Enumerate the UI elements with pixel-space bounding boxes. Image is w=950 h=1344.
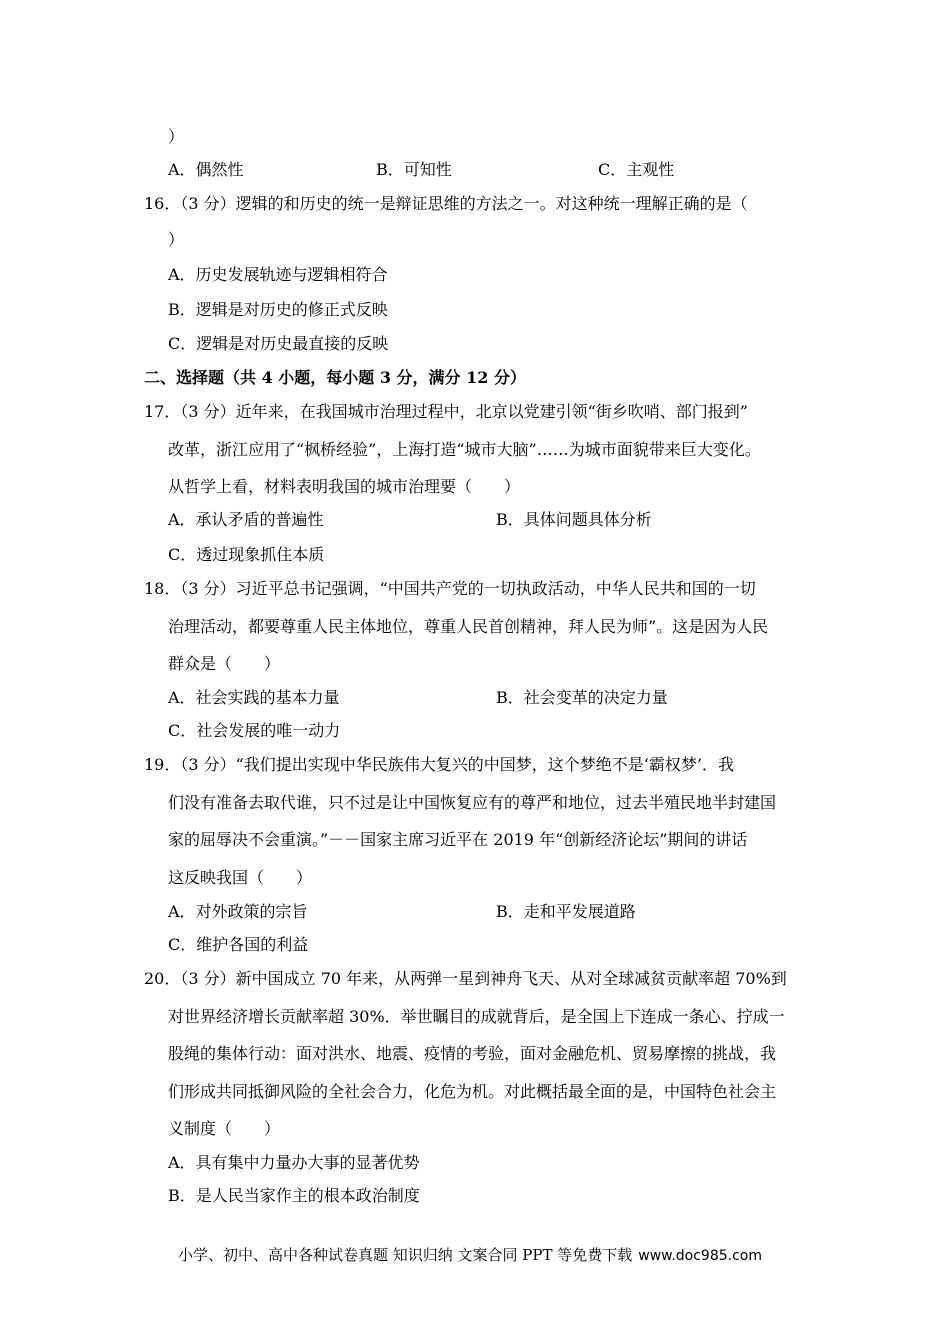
q19-option-b: B．走和平发展道路 [496,902,636,921]
q20-line-5: 义制度（ ） [168,1119,281,1138]
q15-tail: ） [168,127,185,146]
q19-line-1: 19．（3 分）“我们提出实现中华民族伟大复兴的中国梦，这个梦绝不是‘霸权梦’．我 [144,755,734,774]
q18-option-b: B．社会变革的决定力量 [496,688,668,707]
q18-line-3: 群众是（ ） [168,654,281,673]
q17-line-3: 从哲学上看，材料表明我国的城市治理要（ ） [168,477,521,496]
q16-option-c: C．逻辑是对历史最直接的反映 [168,334,389,353]
q18-option-a: A．社会实践的基本力量 [168,688,340,707]
q19-option-c: C．维护各国的利益 [168,935,309,954]
q20-line-3: 股绳的集体行动：面对洪水、地震、疫情的考验，面对金融危机、贸易摩擦的挑战，我 [168,1044,777,1063]
q19-line-3: 家的屈辱决不会重演。”－－国家主席习近平在 2019 年“创新经济论坛”期间的讲话 [168,830,748,849]
q20-option-a: A．具有集中力量办大事的显著优势 [168,1153,420,1172]
q19-line-4: 这反映我国（ ） [168,868,313,887]
q16-tail: ） [168,230,185,249]
q15-option-a: A．偶然性 [168,160,244,179]
q19-line-2: 们没有准备去取代谁，只不过是让中国恢复应有的尊严和地位，过去半殖民地半封建国 [168,793,777,812]
q20-option-b: B．是人民当家作主的根本政治制度 [168,1186,420,1205]
q15-option-b: B．可知性 [376,160,452,179]
q16-option-b: B．逻辑是对历史的修正式反映 [168,300,388,319]
q19-option-a: A．对外政策的宗旨 [168,902,308,921]
q16-stem: 16．（3 分）逻辑的和历史的统一是辩证思维的方法之一。对这种统一理解正确的是（ [144,194,748,213]
q17-option-b: B．具体问题具体分析 [496,510,652,529]
q15-option-c: C．主观性 [598,160,675,179]
q18-line-2: 治理活动，都要尊重人民主体地位，尊重人民首创精神，拜人民为师”。这是因为人民 [168,617,769,636]
page-footer [178,1244,762,1265]
q20-line-1: 20．（3 分）新中国成立 70 年来，从两弹一星到神舟飞天、从对全球减贫贡献率超 70%到 [144,969,787,988]
section-heading: 二、选择题（共 4 小题，每小题 3 分，满分 12 分） [144,368,526,387]
footer-text: 小学、初中、高中各种试卷真题 知识归纳 文案合同 PPT 等免费下载 [178,1246,633,1264]
q20-line-4: 们形成共同抵御风险的全社会合力，化危为机。对此概括最全面的是，中国特色社会主 [168,1082,777,1101]
q17-option-a: A．承认矛盾的普遍性 [168,510,324,529]
q17-line-1: 17．（3 分）近年来，在我国城市治理过程中，北京以党建引领“街乡吹哨、部门报到” [144,402,748,421]
q20-line-2: 对世界经济增长贡献率超 30%．举世瞩目的成就背后，是全国上下连成一条心、拧成一 [168,1007,785,1026]
q17-option-c: C．透过现象抓住本质 [168,545,325,564]
q18-option-c: C．社会发展的唯一动力 [168,721,341,740]
q16-option-a: A．历史发展轨迹与逻辑相符合 [168,265,388,284]
q17-line-2: 改革，浙江应用了“枫桥经验”，上海打造“城市大脑”……为城市面貌带来巨大变化。 [168,440,761,459]
q18-line-1: 18．（3 分）习近平总书记强调，“中国共产党的一切执政活动，中华人民共和国的一切 [144,579,756,598]
footer-url[interactable]: www.doc985.com [638,1248,763,1264]
